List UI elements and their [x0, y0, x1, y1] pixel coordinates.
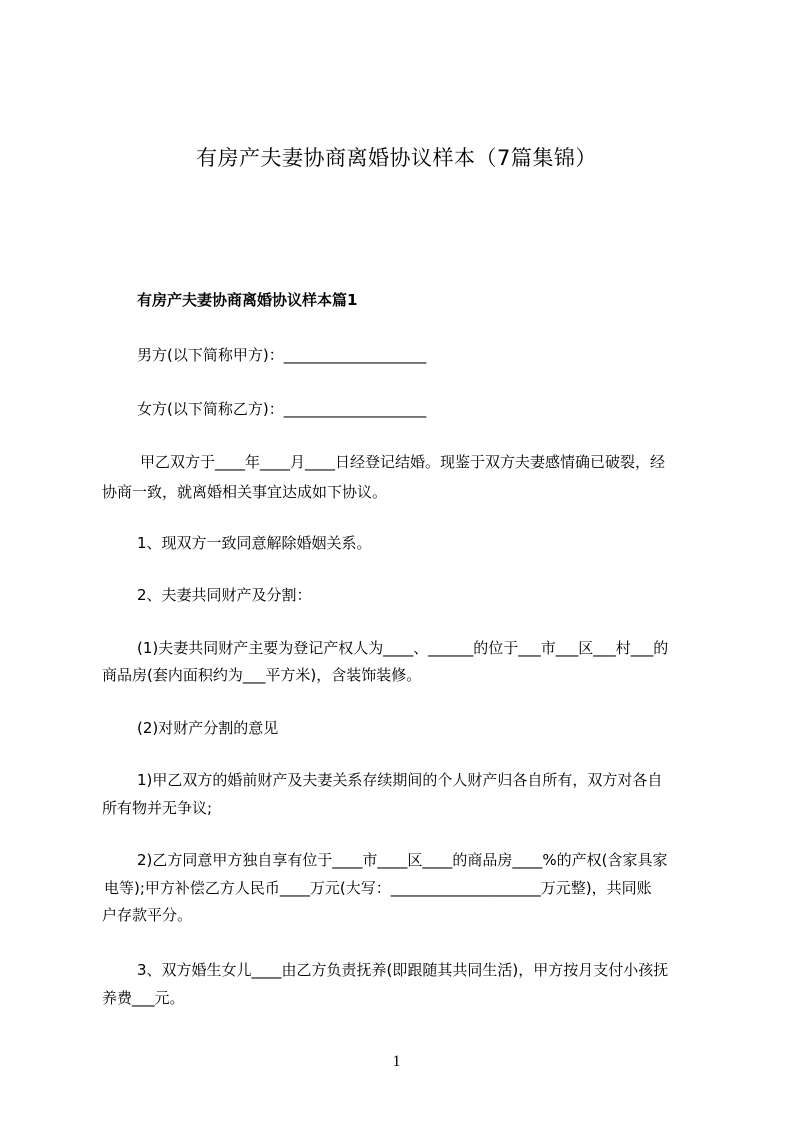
clause-2-2-2-line-1: 2)乙方同意甲方独自享有位于____市____区____的商品房____%的产权(含家具家	[137, 851, 668, 869]
clause-3-line-1: 3、双方婚生女儿____由乙方负责抚养(即跟随其共同生活)，甲方按月支付小孩抚	[137, 961, 669, 979]
page-number: 1	[392, 1053, 401, 1070]
clause-1: 1、现双方一致同意解除婚姻关系。	[137, 534, 372, 552]
clause-3-line-2: 养费___元。	[102, 989, 185, 1007]
male-party-line: 男方(以下简称甲方)：___________________	[137, 346, 427, 364]
marriage-paragraph-line-2: 协商一致，就离婚相关事宜达成如下协议。	[102, 483, 388, 501]
female-party-line: 女方(以下简称乙方)：___________________	[137, 400, 427, 418]
clause-2-2-1-line-2: 所有物并无争议;	[102, 799, 213, 817]
marriage-paragraph-line-1: 甲乙双方于____年____月____日经登记结婚。现鉴于双方夫妻感情确已破裂，经	[140, 453, 666, 471]
clause-2-1-line-1: (1)夫妻共同财产主要为登记产权人为____、______的位于___市___区___村___的	[137, 639, 669, 657]
clause-2-2-1-line-1: 1)甲乙双方的婚前财产及夫妻关系存续期间的个人财产归各自所有，双方对各自	[137, 771, 663, 789]
clause-2-1-line-2: 商品房(套内面积约为___平方米)，含装饰装修。	[102, 666, 422, 684]
section-title: 有房产夫妻协商离婚协议样本篇1	[137, 291, 358, 309]
clause-2: 2、夫妻共同财产及分割：	[137, 586, 312, 604]
clause-2-2-2-line-2: 电等);甲方补偿乙方人民币____万元(大写：____________________万元整)，共同账	[104, 879, 652, 897]
document-title: 有房产夫妻协商离婚协议样本（7篇集锦）	[196, 146, 597, 170]
clause-2-2-2-line-3: 户存款平分。	[102, 906, 193, 924]
clause-2-2: (2)对财产分割的意见	[137, 719, 279, 737]
